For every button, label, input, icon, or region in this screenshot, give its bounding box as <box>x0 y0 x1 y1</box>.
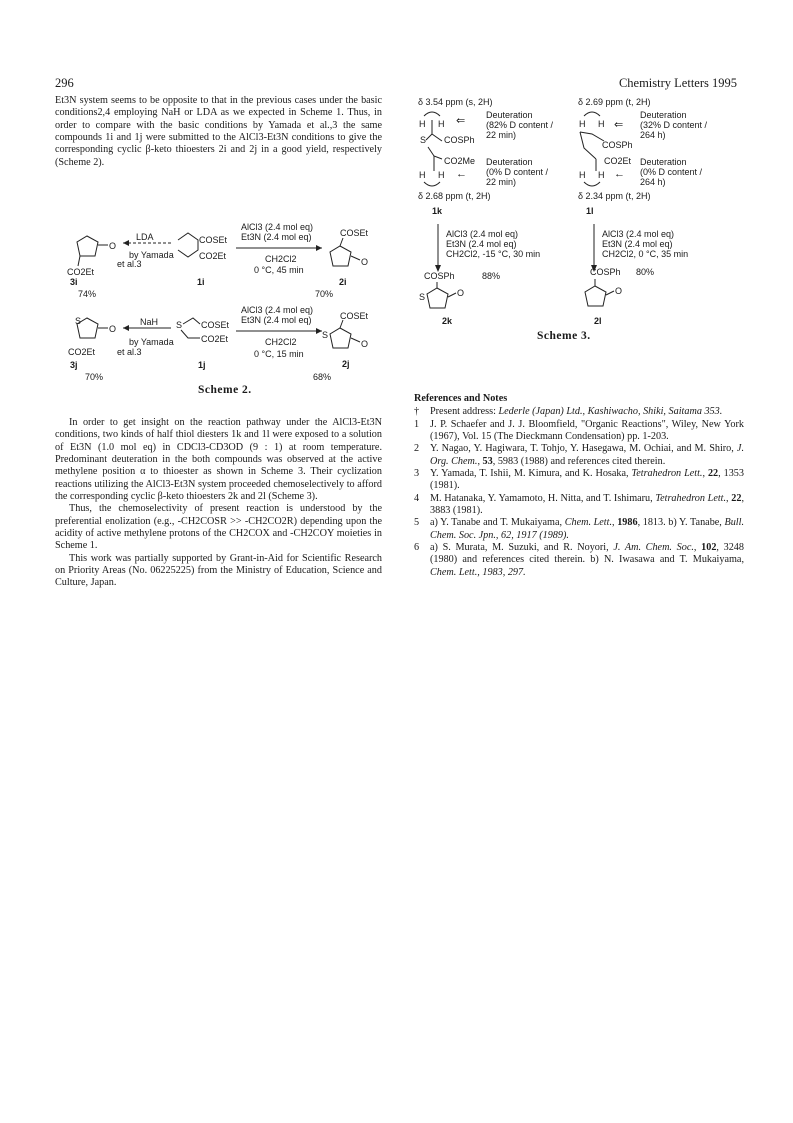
scheme-2-drawing <box>60 218 390 383</box>
nmr-shift-1k-top: δ 3.54 ppm (s, 2H) <box>418 97 493 107</box>
reference-journal-b: Chem. Lett., 1983, 297. <box>430 566 526 578</box>
reference-authors: a) Y. Tanabe and T. Mukaiyama, <box>430 517 565 529</box>
et3n-label: Et3N (2.4 mol eq) <box>602 239 673 249</box>
solvent-label: CH2Cl2 <box>265 337 297 347</box>
reference-year: 1986 <box>617 517 638 529</box>
reference-2 <box>414 443 744 468</box>
alcl3-label: AlCl3 (2.4 mol eq) <box>241 305 314 315</box>
cosph-label: COSPh <box>602 140 633 150</box>
reference-journal: Tetrahedron Lett. <box>655 492 727 504</box>
reference-pages: , 1353 (1981). <box>430 468 744 492</box>
reference-dagger <box>414 406 744 418</box>
reference-sep: , <box>726 492 732 504</box>
reference-pages: , 3883 (1981). <box>430 492 744 517</box>
discussion-paragraph-2: Thus, the chemoselectivity of present reaction is understood by the preferential enolization (e.g., -CH2COSR >> -CH2CO2R) depending upon the acidity of active methylene protons of the CH2COX and -CH2COY moieties in Scheme 1. <box>55 503 382 552</box>
compound-3j-label: 3j <box>70 360 78 370</box>
deuteration-arrow-4: ← <box>614 168 625 180</box>
oxo-label: O <box>361 339 369 349</box>
compound-2i-label: 2i <box>339 277 347 287</box>
co2et-label: CO2Et <box>199 251 227 261</box>
cosEt-label: COSEt <box>199 235 228 245</box>
reference-text: Present address: <box>430 406 499 418</box>
alcl3-label: AlCl3 (2.4 mol eq) <box>446 229 519 239</box>
reference-journal: Tetrahedron Lett. <box>631 468 703 480</box>
deuteration-label: Deuteration <box>640 157 687 167</box>
reference-authors: a) S. Murata, M. Suzuki, and R. Noyori, <box>430 542 614 554</box>
sulfur-label: S <box>75 316 82 326</box>
discussion-paragraph-1: In order to get insight on the reaction pathway under the AlCl3-Et3N conditions, two kinds of half thiol diesters 1k and 1l were exposed to a solution of Et3N (1.0 mol eq) in CDCl3-CD3OD (9 : 1) at room temperature. Predominant deuteration in the both compounds was observed at the active methylene position α to thioester as shown in Scheme 3. Their cyclization reactions utilizing the AlCl3-Et3N system proceeded chemoselectively to afford the corresponding cyclic β-keto thioesters 2k and 2l (Scheme 3). <box>55 417 382 503</box>
reference-authors: Y. Yamada, T. Ishii, M. Kimura, and K. Hosaka, <box>430 468 632 480</box>
nmr-shift-1l-top: δ 2.69 ppm (t, 2H) <box>578 97 651 107</box>
references-section <box>414 393 744 579</box>
reference-pages: , 1813. b) Y. Tanabe, <box>637 517 725 529</box>
sulfur-label: S <box>420 135 427 145</box>
reference-number: 4 <box>414 492 420 504</box>
scheme-3 <box>414 96 754 331</box>
reference-text: J. P. Schaefer and J. J. Bloomfield, "Organic Reactions", Wiley, New York (1967), Vol. 15 (The Dieckmann Condensation) pp. 1-203. <box>430 418 744 443</box>
compound-2k-label: 2k <box>442 316 453 326</box>
cosEt-label: COSEt <box>340 228 369 238</box>
reference-sep: , <box>477 455 483 467</box>
h-label: H <box>438 119 445 129</box>
compound-1i-label: 1i <box>197 277 205 287</box>
l-d-content-2: (0% D content / <box>640 167 703 177</box>
reference-journal: Chem. Lett. <box>564 517 613 529</box>
oxo-label: O <box>109 324 117 334</box>
reference-journal-b: Bull. Chem. Soc. Jpn., 62, 1917 (1989). <box>430 517 745 541</box>
scheme-2 <box>60 218 390 388</box>
deuteration-arrow-1: ⇐ <box>456 115 466 127</box>
deuteration-label: Deuteration <box>486 157 533 167</box>
co2me-label: CO2Me <box>444 156 476 166</box>
reference-volume: 53 <box>482 455 493 467</box>
reference-journal: J. Org. Chem. <box>430 443 744 467</box>
condition-2: 0 °C, 15 min <box>254 349 304 359</box>
solvent-label: CH2Cl2 <box>265 254 297 264</box>
yield-2i: 70% <box>315 289 334 299</box>
compound-2l <box>585 267 654 326</box>
deuteration-label: Deuteration <box>640 110 687 120</box>
l-d-content-1: (32% D content / <box>640 120 708 130</box>
nmr-shift-1l-bottom: δ 2.34 ppm (t, 2H) <box>578 191 651 201</box>
reference-3 <box>414 468 744 493</box>
journal-title: Chemistry Letters 1995 <box>618 76 737 90</box>
reference-volume: 22 <box>731 492 742 504</box>
et-al: et al.3 <box>117 347 142 357</box>
sulfur-label: S <box>322 330 329 340</box>
et3n-label: Et3N (2.4 mol eq) <box>446 239 517 249</box>
reference-5 <box>414 517 744 542</box>
by-yamada: by Yamada <box>129 337 174 347</box>
reference-volume: 102 <box>701 542 717 554</box>
intro-paragraph: Et3N system seems to be opposite to that in the previous cases under the basic conditions2,4 employing NaH or LDA as we expected in Scheme 1. Thus, in order to compare with the basic conditions by Yamada et al.,3 the same compounds 1i and 1j were submitted to the AlCl3-Et3N conditions to give the corresponding cyclic β-keto thioesters 2i and 2j in a good yield, respectively (Scheme 2). <box>55 95 382 168</box>
sulfur-label: S <box>419 292 426 302</box>
reference-sep: , <box>702 468 708 480</box>
oxo-label: O <box>361 257 369 267</box>
yield-3i: 74% <box>78 289 97 299</box>
reference-authors: M. Hatanaka, Y. Yamamoto, H. Nitta, and T. Ishimaru, <box>430 492 656 504</box>
compound-2l-label: 2l <box>594 316 602 326</box>
left-column-discussion <box>55 417 382 590</box>
cosEt-label: COSEt <box>340 311 369 321</box>
l-time-2: 264 h) <box>640 177 666 187</box>
reference-volume: 22 <box>707 468 719 480</box>
cosph-label: COSPh <box>590 267 621 277</box>
co2et-label: CO2Et <box>68 347 96 357</box>
yield-2k: 88% <box>482 271 501 281</box>
reference-number: 5 <box>414 517 420 529</box>
reference-4 <box>414 493 744 518</box>
deuteration-label: Deuteration <box>486 110 533 120</box>
compound-3i-label: 3i <box>70 277 78 287</box>
discussion-paragraph-3: This work was partially supported by Grant-in-Aid for Scientific Research on Priority Areas (No. 06225225) from the Ministry of Education, Science and Culture, Japan. <box>55 552 382 589</box>
reference-pages: , 5983 (1988) and references cited therein. <box>492 455 666 467</box>
oxo-label: O <box>457 288 465 298</box>
page-number: 296 <box>55 76 74 90</box>
nmr-shift-1k-bottom: δ 2.68 ppm (t, 2H) <box>418 191 491 201</box>
compound-2j-label: 2j <box>342 359 350 369</box>
oxo-label: O <box>615 286 623 296</box>
l-condition: CH2Cl2, 0 °C, 35 min <box>602 249 689 259</box>
sulfur-label: S <box>176 320 183 330</box>
co2et-label: CO2Et <box>67 267 95 277</box>
k-d-content-2: (0% D content / <box>486 167 549 177</box>
reference-journal: J. Am. Chem. Soc. <box>613 542 694 554</box>
yield-3j: 70% <box>85 372 104 382</box>
reference-number: 6 <box>414 542 420 554</box>
k-d-content-1: (82% D content / <box>486 120 554 130</box>
h-label: H <box>419 170 426 180</box>
deuteration-arrow-2: ← <box>456 168 467 180</box>
left-column-intro <box>55 95 382 169</box>
alcl3-label: AlCl3 (2.4 mol eq) <box>241 222 314 232</box>
co2et-label: CO2Et <box>201 334 229 344</box>
h-label: H <box>579 119 586 129</box>
condition-1: 0 °C, 45 min <box>254 265 304 275</box>
oxo-label: O <box>109 241 117 251</box>
cosEt-label: COSEt <box>201 320 230 330</box>
k-condition: CH2Cl2, -15 °C, 30 min <box>446 249 541 259</box>
reference-sep: , <box>693 542 702 554</box>
compound-1j <box>176 318 230 370</box>
et-al: et al.3 <box>117 259 142 269</box>
h-label: H <box>598 119 605 129</box>
reference-pages: , 3248 (1980) and references cited therein. b) N. Iwasawa and T. Mukaiyama, <box>430 542 744 566</box>
compound-2i <box>315 228 369 299</box>
h-label: H <box>438 170 445 180</box>
k-time-2: 22 min) <box>486 177 517 187</box>
l-time-1: 264 h) <box>640 130 666 140</box>
co2et-label: CO2Et <box>604 156 632 166</box>
cosph-label: COSPh <box>424 271 455 281</box>
reference-1 <box>414 419 744 444</box>
h-label: H <box>419 119 426 129</box>
scheme-2-caption: Scheme 2. <box>198 384 252 396</box>
compound-1k-label: 1k <box>432 206 443 216</box>
compound-1i <box>178 233 228 287</box>
et3n-label: Et3N (2.4 mol eq) <box>241 315 312 325</box>
deuteration-arrow-3: ⇐ <box>614 119 624 131</box>
yield-2j: 68% <box>313 372 332 382</box>
reference-number: 2 <box>414 443 420 455</box>
compound-3j <box>68 316 116 382</box>
compound-2j <box>313 311 369 382</box>
compound-1l-label: 1l <box>586 206 594 216</box>
reagent-lda: LDA <box>136 232 154 242</box>
compound-3i <box>67 236 116 299</box>
alcl3-label: AlCl3 (2.4 mol eq) <box>602 229 675 239</box>
reference-6 <box>414 542 744 579</box>
yield-2l: 80% <box>636 267 655 277</box>
h-label: H <box>579 170 586 180</box>
scheme-3-caption: Scheme 3. <box>537 330 591 342</box>
reference-address: Lederle (Japan) Ltd., Kashiwacho, Shiki, Saitama 353. <box>498 406 723 418</box>
compound-1j-label: 1j <box>198 360 206 370</box>
h-label: H <box>598 170 605 180</box>
reference-number: 3 <box>414 468 420 480</box>
k-time-1: 22 min) <box>486 130 517 140</box>
reference-sep: , <box>612 517 618 529</box>
cosph-label: COSPh <box>444 135 475 145</box>
compound-2k <box>419 271 500 326</box>
reference-number: 1 <box>414 418 420 430</box>
reagent-nah: NaH <box>140 317 159 327</box>
by-yamada: by Yamada <box>129 250 174 260</box>
reference-number: † <box>414 406 420 418</box>
references-title: References and Notes <box>414 393 508 404</box>
scheme-3-drawing <box>414 96 754 326</box>
et3n-label: Et3N (2.4 mol eq) <box>241 232 312 242</box>
reference-authors: Y. Nagao, Y. Hagiwara, T. Tohjo, Y. Hasegawa, M. Ochiai, and M. Shiro, <box>430 443 737 455</box>
